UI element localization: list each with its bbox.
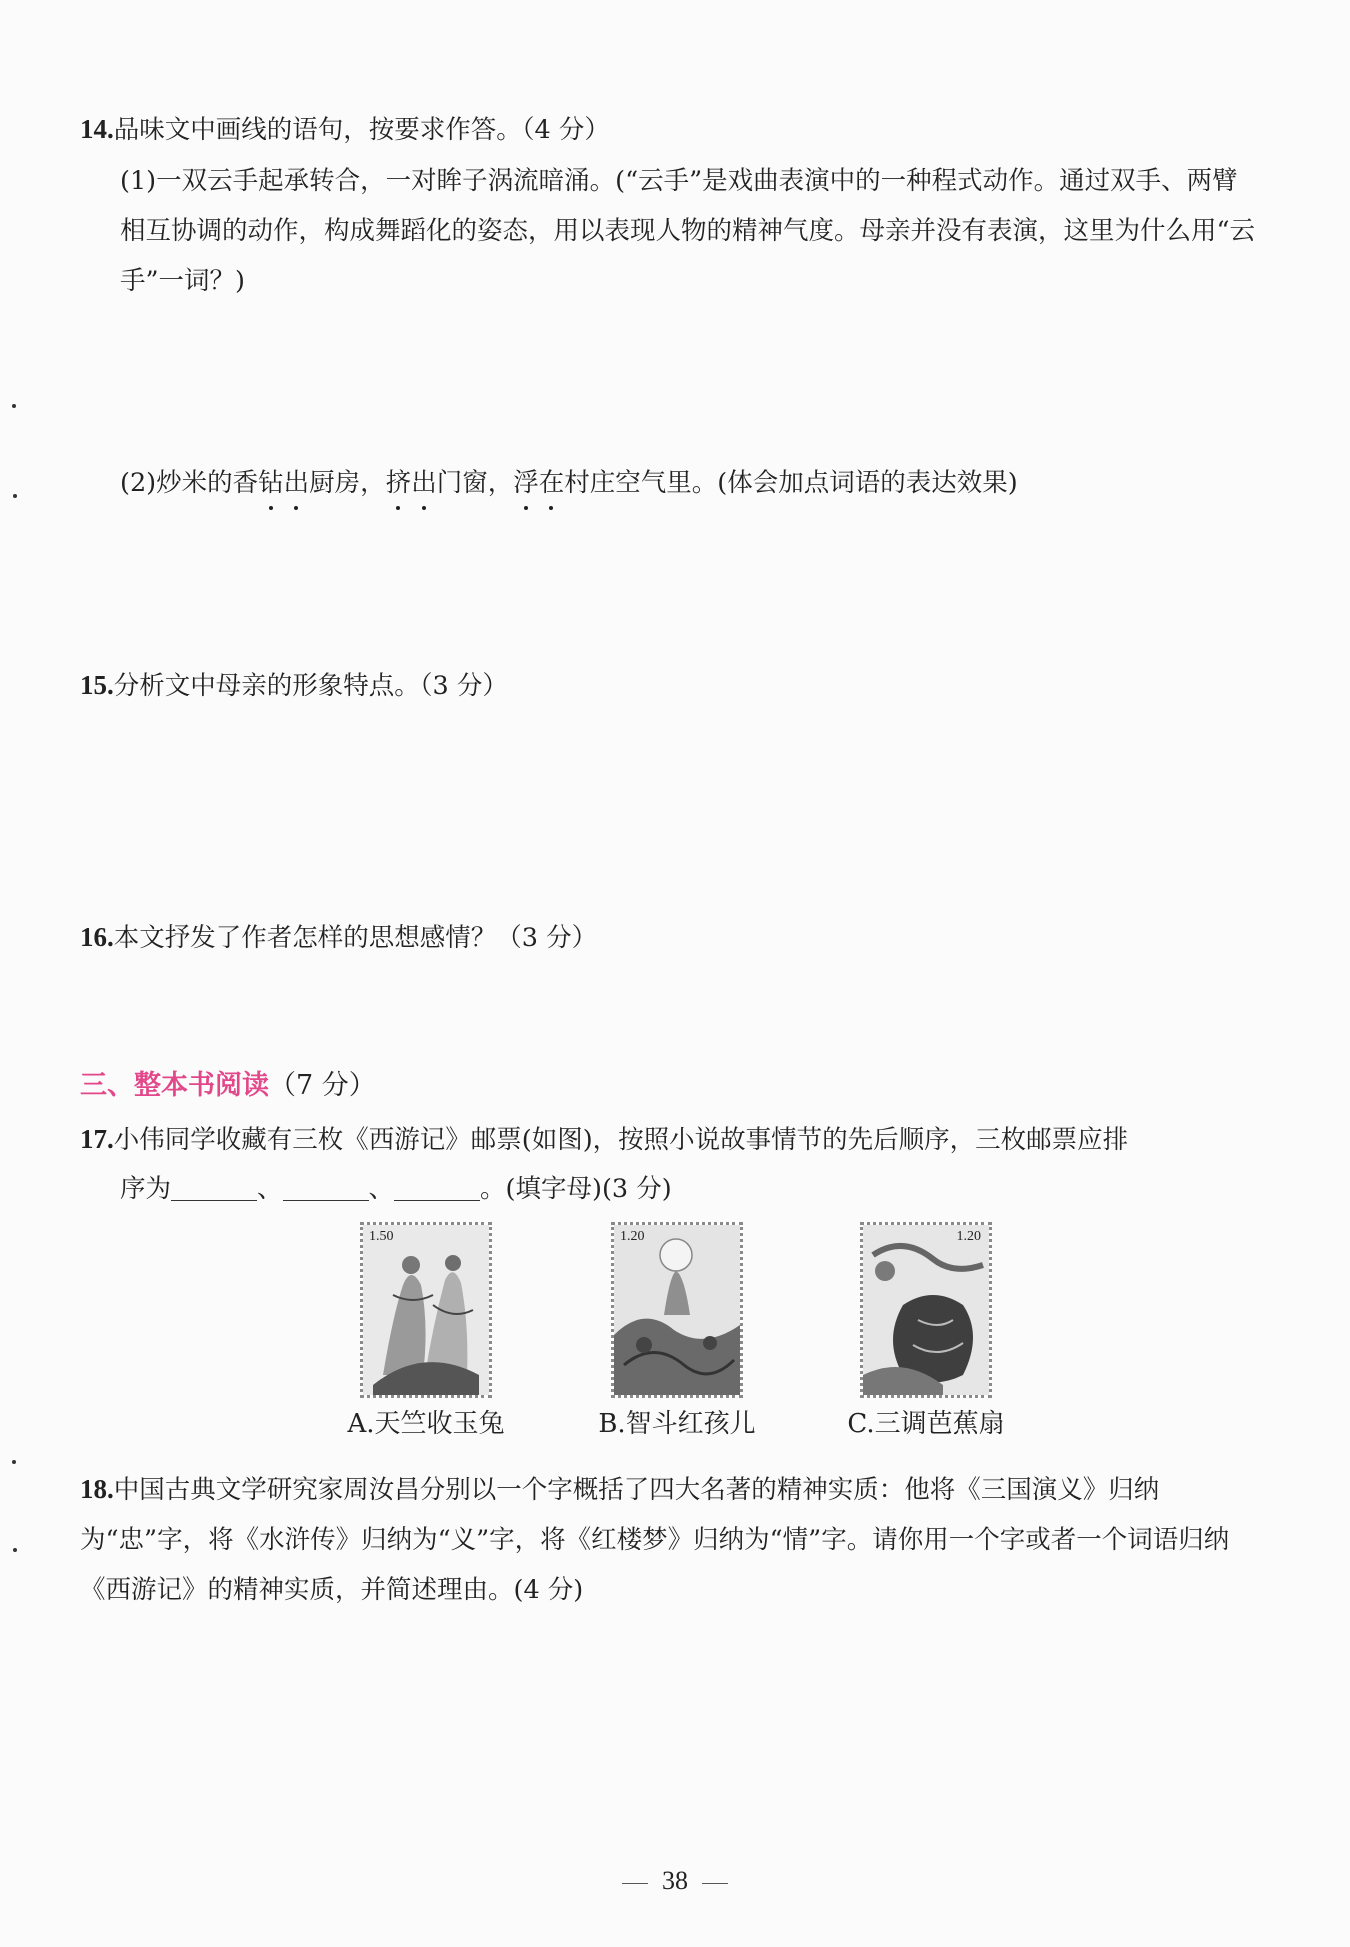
scan-speck (13, 1548, 17, 1552)
sub-question-text: (2)炒米的香 (120, 468, 259, 498)
question-16 (80, 912, 1260, 963)
page-footer (0, 1866, 1350, 1896)
question-17-line-2 (80, 1164, 1300, 1214)
question-text: 。(填字母)(3 分) (480, 1174, 672, 1204)
dotted-char: 出 (284, 458, 310, 508)
dotted-char: 出 (411, 458, 437, 508)
stamp-caption: A.天竺收玉兔 (347, 1409, 505, 1439)
dotted-char: 钻 (258, 458, 284, 508)
question-number: 18. (80, 1474, 114, 1504)
question-prompt: 分析文中母亲的形象特点。（3 分） (113, 671, 508, 701)
answer-blank-2[interactable] (283, 1170, 369, 1201)
scan-speck (13, 494, 17, 498)
question-number: 14. (80, 114, 114, 144)
question-number: 15. (80, 670, 114, 700)
stamp-c (847, 1222, 1005, 1439)
question-prompt: 小伟同学收藏有三枚《西游记》邮票(如图)，按照小说故事情节的先后顺序，三枚邮票应排 (113, 1125, 1129, 1155)
section-points: （7 分） (269, 1070, 376, 1101)
section-title-text: 三、整本书阅读 (80, 1070, 269, 1101)
dotted-char: 挤 (386, 458, 412, 508)
scan-speck (12, 1460, 16, 1464)
question-text: 序为 (120, 1174, 172, 1204)
dotted-word-fuzai (513, 468, 564, 498)
answer-blank-1[interactable] (171, 1170, 257, 1201)
scan-speck (12, 404, 16, 408)
section-title (80, 1064, 376, 1108)
dotted-char: 在 (539, 458, 565, 508)
dotted-word-zuanchu (258, 468, 309, 498)
stamp-a-illustration (363, 1225, 489, 1395)
sub-question-text: 厨房， (309, 468, 386, 498)
question-18 (80, 1464, 1260, 1615)
question-14-sub-2 (80, 458, 1260, 508)
stamp-face-value: 1.20 (620, 1229, 645, 1244)
separator: 、 (368, 1174, 395, 1204)
sub-question-text: 门窗， (436, 468, 514, 498)
question-14 (80, 104, 1260, 155)
footer-dash (702, 1883, 728, 1884)
question-prompt: 本文抒发了作者怎样的思想感情？（3 分） (113, 923, 598, 953)
page-number: 38 (662, 1866, 688, 1895)
stamp-c-illustration (863, 1225, 989, 1395)
stamp-a (347, 1222, 505, 1439)
sub-question-text: 村庄空气里。(体会加点词语的表达效果) (564, 468, 1018, 498)
question-15 (80, 660, 1260, 711)
stamp-image (360, 1222, 492, 1398)
stamp-caption: C.三调芭蕉扇 (847, 1409, 1005, 1439)
stamp-face-value: 1.20 (956, 1229, 981, 1244)
question-number: 16. (80, 922, 114, 952)
stamp-image (611, 1222, 743, 1398)
stamp-gallery (0, 1222, 1350, 1452)
footer-dash (622, 1883, 648, 1884)
question-prompt: 品味文中画线的语句，按要求作答。（4 分） (113, 115, 610, 145)
question-17 (80, 1114, 1260, 1165)
stamp-b (598, 1222, 756, 1439)
stamp-image (860, 1222, 992, 1398)
dotted-char: 浮 (513, 458, 539, 508)
question-number: 17. (80, 1124, 114, 1154)
question-14-sub-1 (80, 156, 1260, 306)
answer-blank-3[interactable] (394, 1170, 480, 1201)
stamp-face-value: 1.50 (369, 1229, 394, 1244)
stamp-caption: B.智斗红孩儿 (598, 1409, 756, 1439)
stamp-b-illustration (614, 1225, 740, 1395)
sub-question-text: (1)一双云手起承转合，一对眸子涡流暗涌。(“云手”是戏曲表演中的一种程式动作。通过双手、两臂相互协调的动作，构成舞蹈化的姿态，用以表现人物的精神气度。母亲并没有表演，这里为什么用“云手”一词？) (120, 166, 1256, 296)
dotted-word-jichu (386, 468, 437, 498)
separator: 、 (257, 1174, 283, 1204)
question-prompt: 中国古典文学研究家周汝昌分别以一个字概括了四大名著的精神实质：他将《三国演义》归纳为“忠”字，将《水浒传》归纳为“义”字，将《红楼梦》归纳为“情”字。请你用一个字或者一个词语归纳《西游记》的精神实质，并简述理由。(4 分) (80, 1475, 1230, 1605)
